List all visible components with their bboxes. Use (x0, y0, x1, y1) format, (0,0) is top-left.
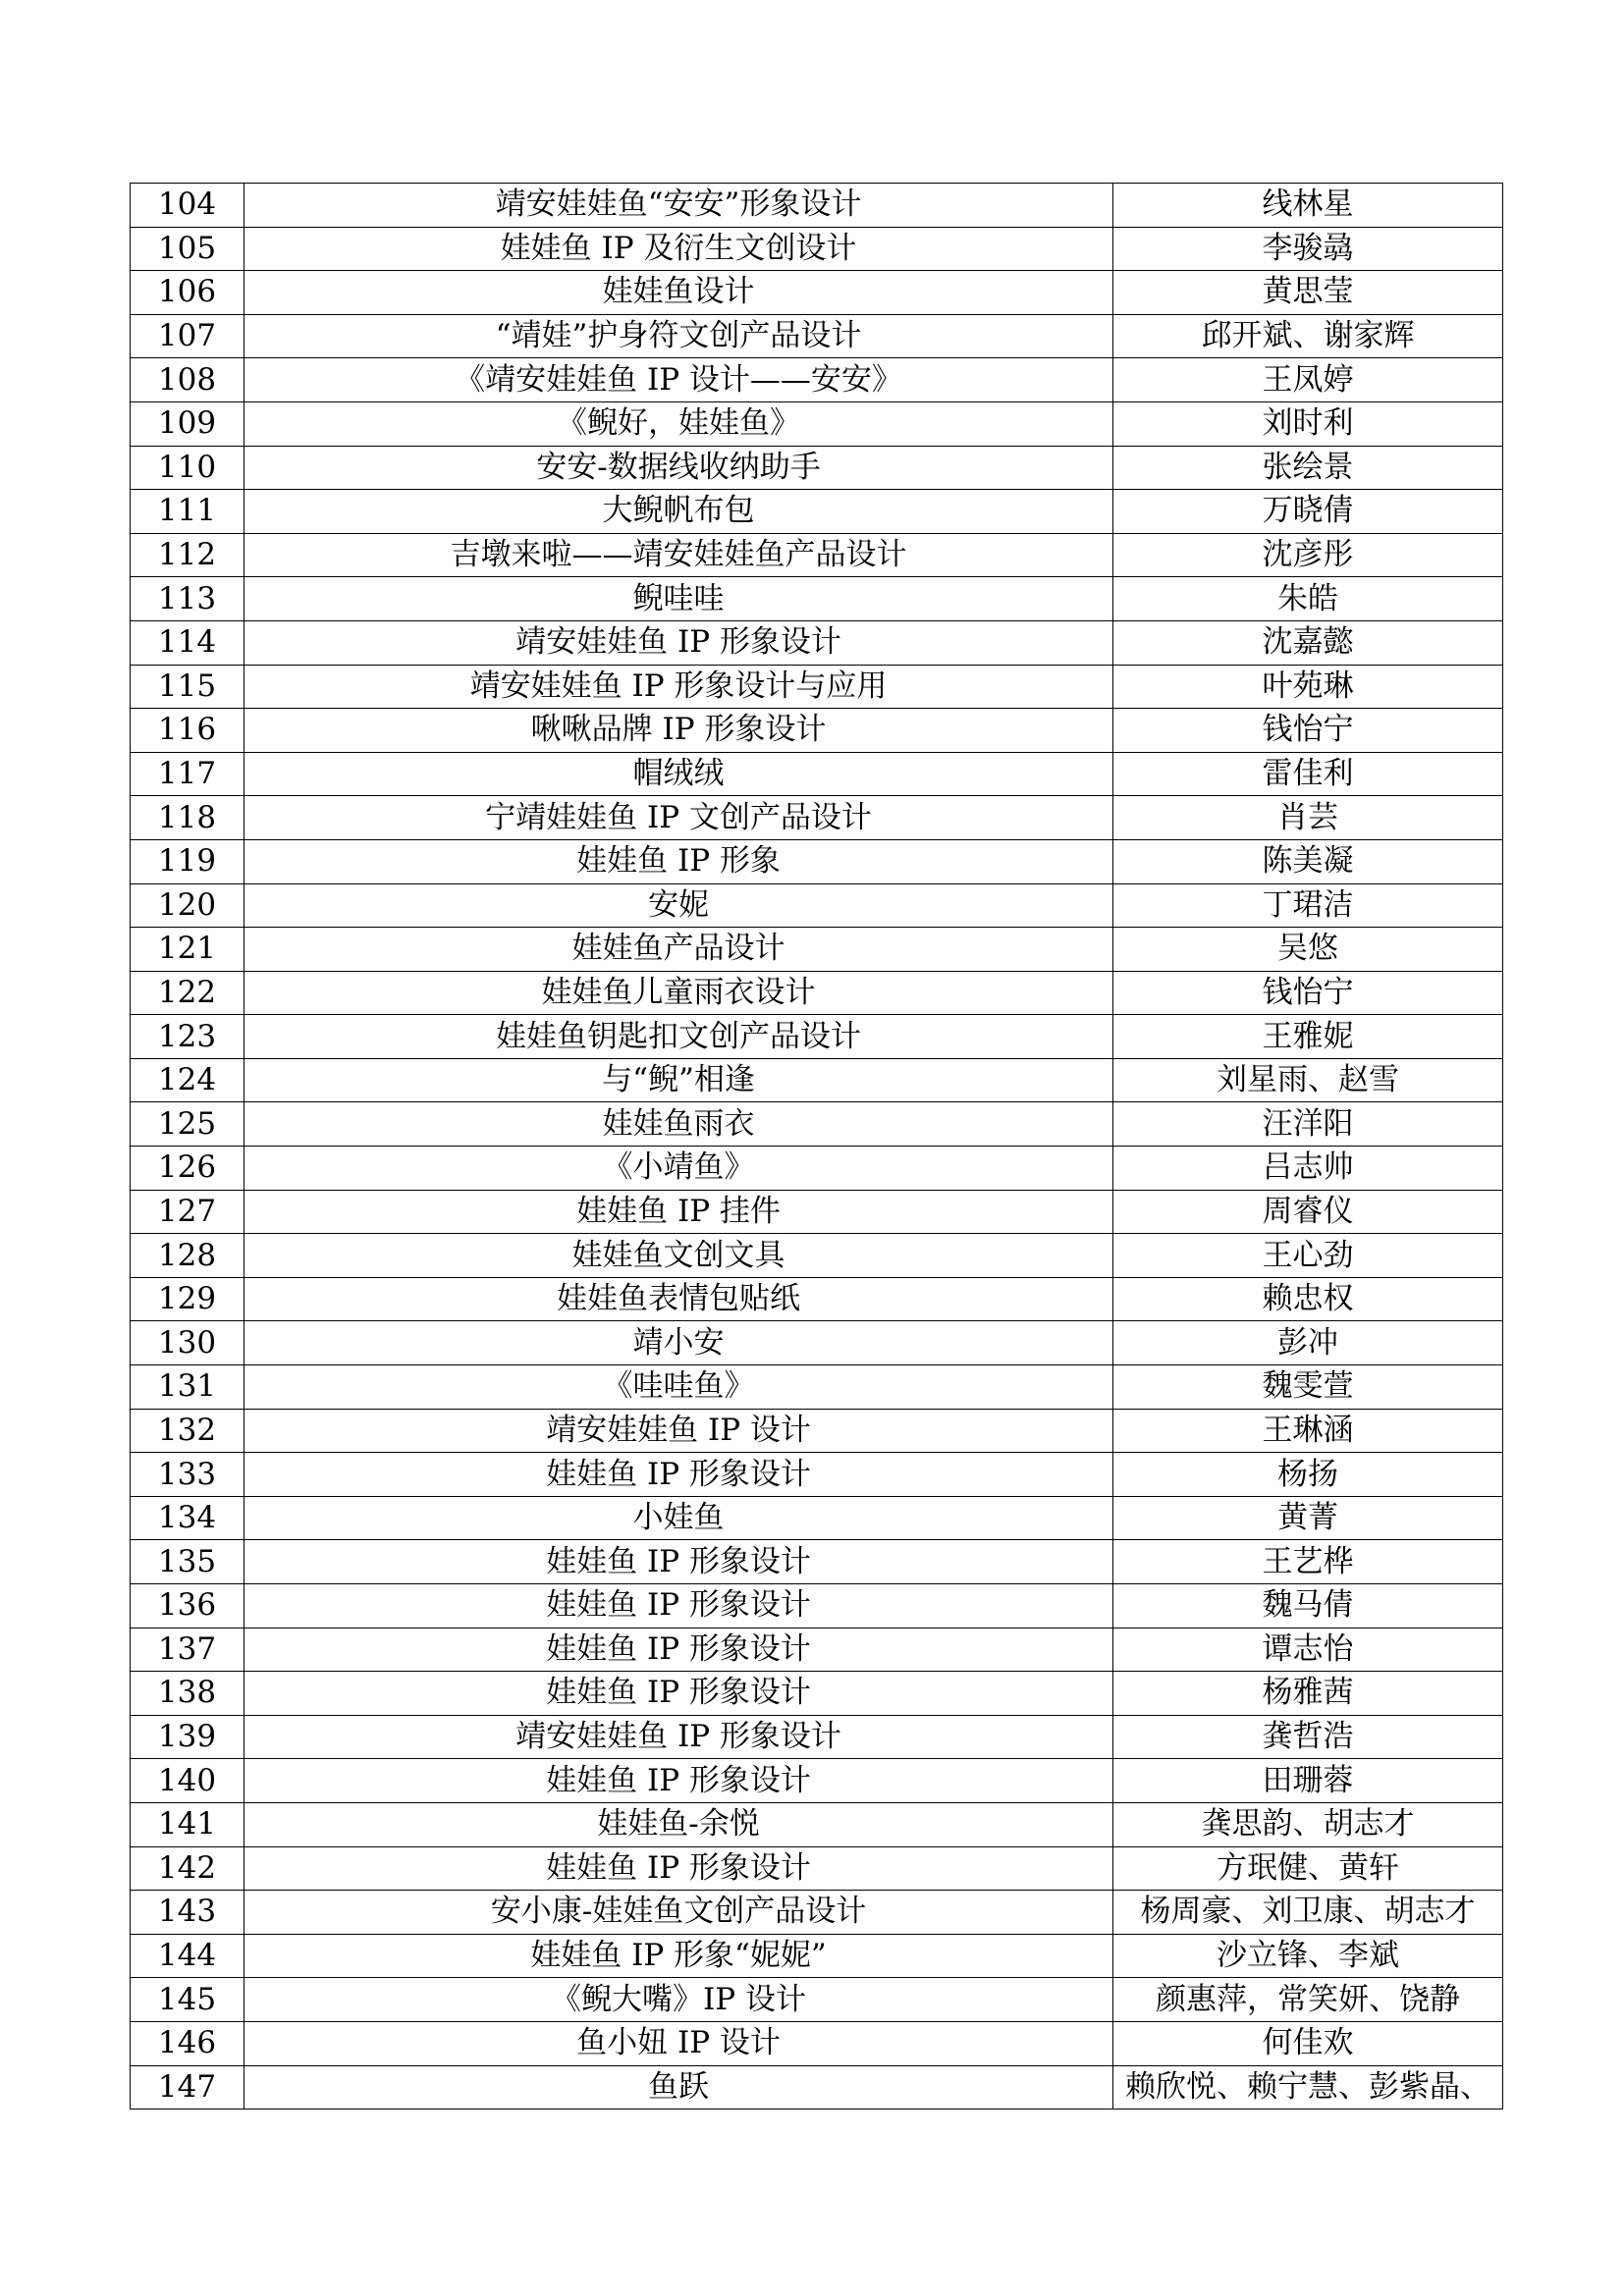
entry-title-cell: 娃娃鱼钥匙扣文创产品设计 (244, 1015, 1113, 1059)
entry-title-cell: 《鲵好，娃娃鱼》 (244, 401, 1113, 446)
entry-title-cell: 《鲵大嘴》IP 设计 (244, 1978, 1113, 2022)
entry-number-cell: 131 (131, 1365, 244, 1410)
entry-number-cell: 129 (131, 1277, 244, 1321)
entry-number-cell: 125 (131, 1102, 244, 1147)
table-row (131, 490, 1503, 534)
entry-author-cell: 线林星 (1113, 184, 1503, 228)
entry-title-cell: 娃娃鱼 IP 及衍生文创设计 (244, 227, 1113, 271)
table-row (131, 1978, 1503, 2022)
entry-author-cell: 沈彦彤 (1113, 533, 1503, 577)
entry-title-cell: 鱼小妞 IP 设计 (244, 2021, 1113, 2065)
entry-author-cell: 杨周豪、刘卫康、胡志才 (1113, 1891, 1503, 1935)
entry-title-cell: 小娃鱼 (244, 1496, 1113, 1540)
entry-title-cell: “靖娃”护身符文创产品设计 (244, 314, 1113, 358)
entry-author-cell: 魏马倩 (1113, 1584, 1503, 1629)
table-row (131, 1409, 1503, 1453)
entry-title-cell: 大鲵帆布包 (244, 490, 1113, 534)
entry-title-cell: 靖安娃娃鱼“安安”形象设计 (244, 184, 1113, 228)
entry-title-cell: 鲵哇哇 (244, 577, 1113, 621)
entry-title-cell: 安安-数据线收纳助手 (244, 446, 1113, 490)
entry-number-cell: 132 (131, 1409, 244, 1453)
table-row (131, 1672, 1503, 1716)
entry-title-cell: 靖安娃娃鱼 IP 形象设计 (244, 1715, 1113, 1759)
entry-author-cell: 沈嘉懿 (1113, 620, 1503, 665)
table-row (131, 533, 1503, 577)
entry-author-cell: 王琳涵 (1113, 1409, 1503, 1453)
entry-author-cell: 王凤婷 (1113, 358, 1503, 402)
entry-author-cell: 周睿仪 (1113, 1190, 1503, 1234)
table-row (131, 184, 1503, 228)
entry-author-cell: 陈美凝 (1113, 839, 1503, 883)
table-row (131, 577, 1503, 621)
entry-title-cell: 娃娃鱼产品设计 (244, 928, 1113, 972)
entry-number-cell: 110 (131, 446, 244, 490)
entry-title-cell: 娃娃鱼文创文具 (244, 1234, 1113, 1278)
entry-title-cell: 娃娃鱼雨衣 (244, 1102, 1113, 1147)
entry-author-cell: 丁珺洁 (1113, 883, 1503, 928)
entry-title-cell: 娃娃鱼 IP 形象设计 (244, 1672, 1113, 1716)
entry-title-cell: 啾啾品牌 IP 形象设计 (244, 709, 1113, 753)
entry-number-cell: 134 (131, 1496, 244, 1540)
entry-author-cell: 王艺桦 (1113, 1540, 1503, 1584)
table-row (131, 1891, 1503, 1935)
entry-title-cell: 《靖安娃娃鱼 IP 设计——安安》 (244, 358, 1113, 402)
entry-author-cell: 刘星雨、赵雪 (1113, 1058, 1503, 1102)
entry-title-cell: 靖安娃娃鱼 IP 形象设计与应用 (244, 665, 1113, 709)
entry-author-cell: 赖欣悦、赖宁慧、彭紫晶、 (1113, 2065, 1503, 2109)
entry-author-cell: 沙立锋、李斌 (1113, 1934, 1503, 1978)
entry-number-cell: 138 (131, 1672, 244, 1716)
entry-title-cell: 帽绒绒 (244, 752, 1113, 796)
entry-number-cell: 108 (131, 358, 244, 402)
table-row (131, 1147, 1503, 1191)
entry-author-cell: 方珉健、黄轩 (1113, 1846, 1503, 1891)
entry-title-cell: 安妮 (244, 883, 1113, 928)
entries-table-body (131, 184, 1503, 2109)
entry-number-cell: 118 (131, 796, 244, 840)
table-row (131, 1540, 1503, 1584)
entry-author-cell: 钱怡宁 (1113, 709, 1503, 753)
entry-author-cell: 谭志怡 (1113, 1628, 1503, 1672)
entry-number-cell: 145 (131, 1978, 244, 2022)
table-row (131, 1058, 1503, 1102)
entry-number-cell: 124 (131, 1058, 244, 1102)
table-row (131, 1846, 1503, 1891)
entry-title-cell: 娃娃鱼设计 (244, 271, 1113, 315)
entry-number-cell: 104 (131, 184, 244, 228)
entry-number-cell: 123 (131, 1015, 244, 1059)
table-row (131, 1584, 1503, 1629)
table-row (131, 1628, 1503, 1672)
entry-number-cell: 128 (131, 1234, 244, 1278)
entry-author-cell: 吕志帅 (1113, 1147, 1503, 1191)
entry-title-cell: 娃娃鱼-余悦 (244, 1802, 1113, 1846)
entry-number-cell: 147 (131, 2065, 244, 2109)
entry-number-cell: 126 (131, 1147, 244, 1191)
table-row (131, 2065, 1503, 2109)
table-row (131, 1715, 1503, 1759)
entry-number-cell: 127 (131, 1190, 244, 1234)
entry-author-cell: 刘时利 (1113, 401, 1503, 446)
table-row (131, 401, 1503, 446)
table-row (131, 1015, 1503, 1059)
entry-number-cell: 143 (131, 1891, 244, 1935)
entry-number-cell: 113 (131, 577, 244, 621)
entry-title-cell: 安小康-娃娃鱼文创产品设计 (244, 1891, 1113, 1935)
entry-author-cell: 李骏骉 (1113, 227, 1503, 271)
entry-number-cell: 107 (131, 314, 244, 358)
table-row (131, 1453, 1503, 1497)
entry-number-cell: 137 (131, 1628, 244, 1672)
entry-title-cell: 娃娃鱼 IP 形象设计 (244, 1584, 1113, 1629)
entry-author-cell: 颜惠萍，常笑妍、饶静 (1113, 1978, 1503, 2022)
entry-title-cell: 娃娃鱼 IP 形象设计 (244, 1540, 1113, 1584)
table-row (131, 1759, 1503, 1803)
entry-number-cell: 142 (131, 1846, 244, 1891)
table-row (131, 271, 1503, 315)
entry-number-cell: 112 (131, 533, 244, 577)
entry-number-cell: 141 (131, 1802, 244, 1846)
entry-author-cell: 彭冲 (1113, 1321, 1503, 1365)
table-row (131, 839, 1503, 883)
table-row (131, 446, 1503, 490)
entry-author-cell: 杨扬 (1113, 1453, 1503, 1497)
entry-number-cell: 146 (131, 2021, 244, 2065)
entry-author-cell: 肖芸 (1113, 796, 1503, 840)
entry-author-cell: 龚哲浩 (1113, 1715, 1503, 1759)
table-row (131, 971, 1503, 1015)
entry-author-cell: 杨雅茜 (1113, 1672, 1503, 1716)
entry-author-cell: 钱怡宁 (1113, 971, 1503, 1015)
table-row (131, 1321, 1503, 1365)
table-row (131, 1234, 1503, 1278)
entry-number-cell: 117 (131, 752, 244, 796)
entry-number-cell: 136 (131, 1584, 244, 1629)
entry-author-cell: 黄思莹 (1113, 271, 1503, 315)
table-row (131, 928, 1503, 972)
entry-author-cell: 汪洋阳 (1113, 1102, 1503, 1147)
entry-author-cell: 龚思韵、胡志才 (1113, 1802, 1503, 1846)
entry-title-cell: 靖安娃娃鱼 IP 形象设计 (244, 620, 1113, 665)
entry-author-cell: 邱开斌、谢家辉 (1113, 314, 1503, 358)
table-row (131, 665, 1503, 709)
entry-number-cell: 106 (131, 271, 244, 315)
table-row (131, 752, 1503, 796)
table-row (131, 709, 1503, 753)
entry-author-cell: 黄菁 (1113, 1496, 1503, 1540)
entry-title-cell: 娃娃鱼表情包贴纸 (244, 1277, 1113, 1321)
table-row (131, 358, 1503, 402)
table-row (131, 883, 1503, 928)
table-row (131, 2021, 1503, 2065)
table-row (131, 620, 1503, 665)
table-row (131, 1496, 1503, 1540)
entry-title-cell: 《小靖鱼》 (244, 1147, 1113, 1191)
table-row (131, 1802, 1503, 1846)
entry-author-cell: 何佳欢 (1113, 2021, 1503, 2065)
table-row (131, 314, 1503, 358)
entry-author-cell: 雷佳利 (1113, 752, 1503, 796)
entry-author-cell: 田珊蓉 (1113, 1759, 1503, 1803)
entry-number-cell: 135 (131, 1540, 244, 1584)
entry-title-cell: 娃娃鱼儿童雨衣设计 (244, 971, 1113, 1015)
entry-title-cell: 娃娃鱼 IP 形象设计 (244, 1628, 1113, 1672)
entry-author-cell: 朱皓 (1113, 577, 1503, 621)
entry-title-cell: 娃娃鱼 IP 挂件 (244, 1190, 1113, 1234)
entry-number-cell: 111 (131, 490, 244, 534)
entry-number-cell: 120 (131, 883, 244, 928)
entry-author-cell: 赖忠权 (1113, 1277, 1503, 1321)
entry-title-cell: 吉墩来啦——靖安娃娃鱼产品设计 (244, 533, 1113, 577)
table-row (131, 227, 1503, 271)
entry-number-cell: 105 (131, 227, 244, 271)
entry-title-cell: 娃娃鱼 IP 形象设计 (244, 1759, 1113, 1803)
entry-number-cell: 130 (131, 1321, 244, 1365)
table-row (131, 1277, 1503, 1321)
entry-number-cell: 121 (131, 928, 244, 972)
table-row (131, 1365, 1503, 1410)
entry-title-cell: 娃娃鱼 IP 形象设计 (244, 1453, 1113, 1497)
table-row (131, 1190, 1503, 1234)
entry-title-cell: 靖安娃娃鱼 IP 设计 (244, 1409, 1113, 1453)
entry-title-cell: 宁靖娃娃鱼 IP 文创产品设计 (244, 796, 1113, 840)
entry-title-cell: 娃娃鱼 IP 形象“妮妮” (244, 1934, 1113, 1978)
table-row (131, 1102, 1503, 1147)
table-row (131, 796, 1503, 840)
entry-number-cell: 133 (131, 1453, 244, 1497)
entry-author-cell: 叶苑琳 (1113, 665, 1503, 709)
entry-number-cell: 114 (131, 620, 244, 665)
entry-title-cell: 《哇哇鱼》 (244, 1365, 1113, 1410)
entry-title-cell: 鱼跃 (244, 2065, 1113, 2109)
entry-author-cell: 吴悠 (1113, 928, 1503, 972)
entry-number-cell: 144 (131, 1934, 244, 1978)
entry-author-cell: 张绘景 (1113, 446, 1503, 490)
entry-number-cell: 140 (131, 1759, 244, 1803)
entry-title-cell: 娃娃鱼 IP 形象设计 (244, 1846, 1113, 1891)
entry-author-cell: 王雅妮 (1113, 1015, 1503, 1059)
entry-author-cell: 王心劲 (1113, 1234, 1503, 1278)
entry-title-cell: 靖小安 (244, 1321, 1113, 1365)
entry-number-cell: 139 (131, 1715, 244, 1759)
entry-number-cell: 122 (131, 971, 244, 1015)
entry-number-cell: 115 (131, 665, 244, 709)
table-row (131, 1934, 1503, 1978)
entry-author-cell: 魏雯萱 (1113, 1365, 1503, 1410)
entry-number-cell: 109 (131, 401, 244, 446)
entry-title-cell: 与“鲵”相逢 (244, 1058, 1113, 1102)
entry-title-cell: 娃娃鱼 IP 形象 (244, 839, 1113, 883)
entry-number-cell: 119 (131, 839, 244, 883)
entries-table (130, 183, 1503, 2109)
entry-author-cell: 万晓倩 (1113, 490, 1503, 534)
entry-number-cell: 116 (131, 709, 244, 753)
